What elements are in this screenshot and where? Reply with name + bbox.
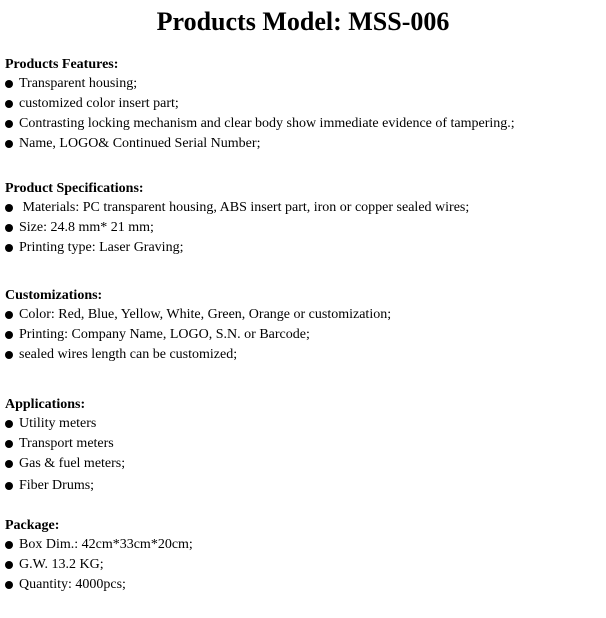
list-item — [5, 325, 601, 345]
list-item-text: sealed wires length can be customized; — [19, 347, 238, 362]
list-item — [5, 454, 601, 474]
list-item-text: Printing type: Laser Graving; — [19, 240, 184, 255]
list-item-text: customized color insert part; — [19, 96, 179, 111]
list-item — [5, 305, 601, 325]
section-heading: Customizations: — [5, 288, 103, 303]
bullet-icon — [5, 244, 13, 252]
bullet-icon — [5, 204, 13, 212]
list-item — [5, 476, 601, 496]
list-item-text: Box Dim.: 42cm*33cm*20cm; — [19, 537, 193, 552]
package-section — [5, 517, 601, 595]
bullet-icon — [5, 311, 13, 319]
list-item — [5, 434, 601, 454]
list-item-text: Transparent housing; — [19, 76, 138, 91]
bullet-icon — [5, 80, 13, 88]
list-item-text: Printing: Company Name, LOGO, S.N. or Barcode; — [19, 327, 310, 342]
list-item-text: Color: Red, Blue, Yellow, White, Green, Orange or customization; — [19, 307, 392, 322]
list-item-text: Fiber Drums; — [19, 478, 95, 493]
list-item — [5, 218, 601, 238]
section-heading: Package: — [5, 518, 60, 533]
bullet-icon — [5, 561, 13, 569]
list-item-text: G.W. 13.2 KG; — [19, 557, 104, 572]
bullet-icon — [5, 224, 13, 232]
list-item-text: Size: 24.8 mm* 21 mm; — [19, 220, 154, 235]
bullet-icon — [5, 581, 13, 589]
applications-section — [5, 396, 601, 496]
list-item — [5, 134, 601, 154]
customizations-section — [5, 287, 601, 365]
list-item — [5, 535, 601, 555]
section-heading: Product Specifications: — [5, 181, 144, 196]
page-title: Products Model: MSS-006 — [156, 7, 450, 36]
bullet-icon — [5, 482, 13, 490]
bullet-icon — [5, 100, 13, 108]
list-item — [5, 345, 601, 365]
list-item-text: Contrasting locking mechanism and clear body show immediate evidence of tampering.; — [19, 116, 515, 131]
bullet-icon — [5, 351, 13, 359]
bullet-icon — [5, 331, 13, 339]
features-section — [5, 56, 601, 154]
bullet-icon — [5, 541, 13, 549]
list-item — [5, 114, 601, 134]
specifications-section — [5, 180, 601, 258]
list-item-text: Quantity: 4000pcs; — [19, 577, 126, 592]
list-item — [5, 198, 601, 218]
list-item — [5, 575, 601, 595]
section-heading: Products Features: — [5, 57, 119, 72]
list-item — [5, 74, 601, 94]
list-item — [5, 238, 601, 258]
list-item — [5, 414, 601, 434]
bullet-icon — [5, 440, 13, 448]
list-item-text: Utility meters — [19, 416, 97, 431]
list-item — [5, 555, 601, 575]
bullet-icon — [5, 140, 13, 148]
list-item-text: Gas & fuel meters; — [19, 456, 126, 471]
list-item-text: Transport meters — [19, 436, 114, 451]
bullet-icon — [5, 460, 13, 468]
list-item — [5, 94, 601, 114]
list-item-text: Materials: PC transparent housing, ABS insert part, iron or copper sealed wires; — [19, 200, 470, 215]
bullet-icon — [5, 120, 13, 128]
section-heading: Applications: — [5, 397, 86, 412]
list-item-text: Name, LOGO& Continued Serial Number; — [19, 136, 261, 151]
bullet-icon — [5, 420, 13, 428]
